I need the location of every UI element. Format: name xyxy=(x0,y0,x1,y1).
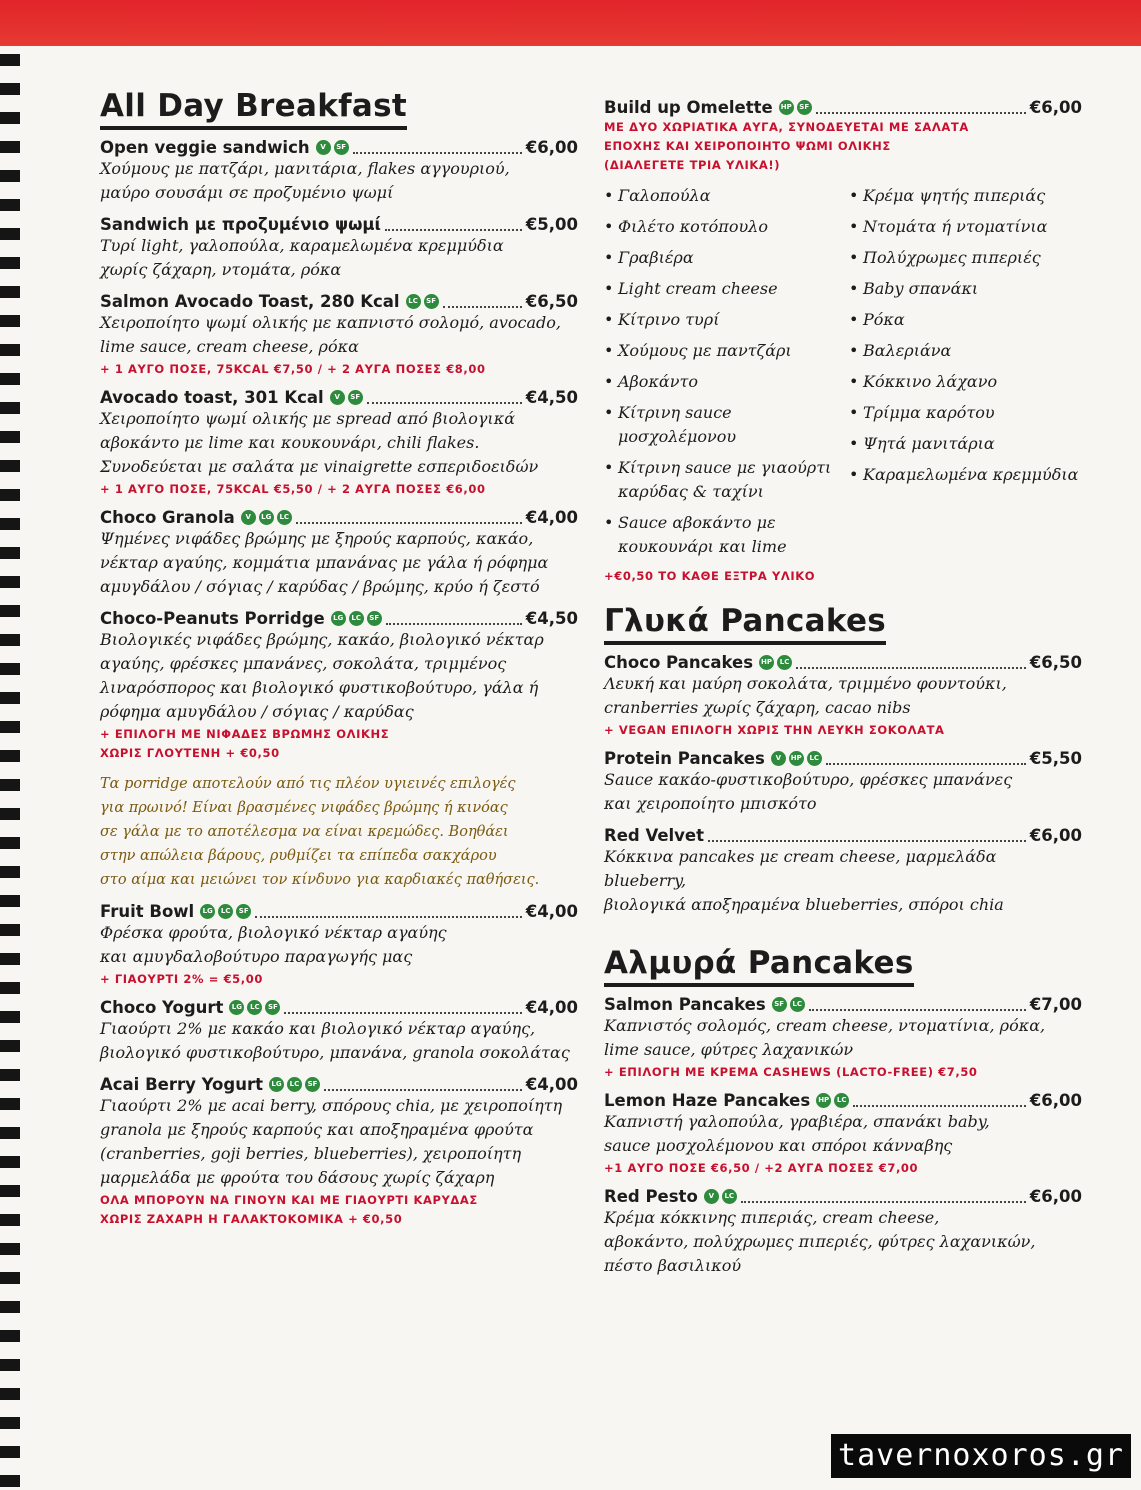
menu-item-description-line: αμυγδάλου / σόγιας / καρύδας / βρώμης, κρύο ή ζεστό xyxy=(100,577,540,596)
menu-item-name: Salmon Avocado Toast, 280 Kcal xyxy=(100,292,400,311)
menu-item-header xyxy=(100,902,578,921)
menu-item-header xyxy=(100,215,578,234)
menu-item-price: €6,00 xyxy=(525,138,578,157)
menu-item-description-line: αγαύης, φρέσκες μπανάνες, σοκολάτα, τριμμένος xyxy=(100,654,507,673)
dietary-badges xyxy=(406,294,439,309)
dietary-badge-icon: LC xyxy=(790,997,805,1012)
menu-item-price: €5,50 xyxy=(1029,749,1082,768)
menu-item-header xyxy=(100,609,578,628)
dietary-badge-icon: HP xyxy=(779,100,794,115)
menu-item-header xyxy=(604,653,1082,672)
menu-item-extra-option: ΧΩΡΙΣ ΓΛΟΥΤΕΝΗ + €0,50 xyxy=(100,746,280,760)
section-title-sweet-pancakes: Γλυκά Pancakes xyxy=(604,603,886,645)
dot-leader xyxy=(826,753,1026,765)
menu-item-description-line: βιολογικό φυστικοβούτυρο, μπανάνα, granola σοκολάτας xyxy=(100,1043,570,1062)
menu-item xyxy=(100,292,578,378)
menu-item-header xyxy=(604,749,1082,768)
dietary-badges xyxy=(816,1093,849,1108)
dietary-badge-icon: V xyxy=(330,390,345,405)
sweet-pancake-items xyxy=(604,653,1082,917)
menu-item-name: Acai Berry Yogurt xyxy=(100,1075,263,1094)
dietary-badge-icon: LG xyxy=(259,510,274,525)
left-column xyxy=(100,88,578,1238)
dietary-badge-icon: LC xyxy=(834,1093,849,1108)
menu-item-description-line: και χειροποίητο μπισκότο xyxy=(604,794,817,813)
menu-item-description-line: χωρίς ζάχαρη, ντομάτα, ρόκα xyxy=(100,260,342,279)
ingredient-item: • Καραμελωμένα κρεμμύδια xyxy=(849,463,1082,487)
note-line: για πρωινό! Είναι βρασμένες νιφάδες βρώμης ή κινόας xyxy=(100,800,508,816)
dot-leader xyxy=(708,830,1026,842)
menu-item-name: Salmon Pancakes xyxy=(604,995,766,1014)
ingredient-item: • Χούμους με παντζάρι xyxy=(604,339,849,363)
menu-item-description-line: ρόφημα αμυγδάλου / σόγιας / καρύδας xyxy=(100,702,414,721)
dietary-badges xyxy=(316,140,349,155)
dietary-badge-icon: HP xyxy=(759,655,774,670)
ingredient-item: • Κίτρινο τυρί xyxy=(604,308,849,332)
dot-leader xyxy=(284,1002,521,1014)
menu-item-price: €6,00 xyxy=(1029,98,1082,117)
ingredients-right-list xyxy=(849,184,1082,566)
dietary-badge-icon: SF xyxy=(772,997,787,1012)
menu-item-description-line: Χειροποίητο ψωμί ολικής με spread από βιολογικά xyxy=(100,409,515,428)
menu-item-description-line: Sauce κακάο-φυστικοβούτυρο, φρέσκες μπανάνες xyxy=(604,770,1013,789)
menu-item-header xyxy=(100,138,578,157)
ingredient-item: • Πολύχρωμες πιπεριές xyxy=(849,246,1082,270)
menu-item-header xyxy=(100,388,578,407)
note-line: Τα porridge αποτελούν από τις πλέον υγιεινές επιλογές xyxy=(100,776,516,792)
menu-item-extra-option: ΧΩΡΙΣ ΖΑΧΑΡΗ Η ΓΑΛΑΚΤΟΚΟΜΙΚΑ + €0,50 xyxy=(100,1212,403,1226)
menu-item-description-line: λιναρόσπορος και βιολογικό φυστικοβούτυρο, γάλα ή xyxy=(100,678,539,697)
dietary-badges xyxy=(269,1077,320,1092)
menu-item xyxy=(604,98,1082,174)
menu-item-extra-option: ΕΠΟΧΗΣ ΚΑΙ ΧΕΙΡΟΠΟΙΗΤΟ ΨΩΜΙ ΟΛΙΚΗΣ xyxy=(604,139,891,153)
note-line: στην απώλεια βάρους, ρυθμίζει τα επίπεδα σακχάρου xyxy=(100,848,497,864)
dietary-badge-icon: LC xyxy=(287,1077,302,1092)
menu-item-extra-option: + ΓΙΑΟΥΡΤΙ 2% = €5,00 xyxy=(100,972,263,986)
dietary-badge-icon: LG xyxy=(331,611,346,626)
menu-item-name: Red Velvet xyxy=(604,826,704,845)
dietary-badge-icon: LC xyxy=(406,294,421,309)
dietary-badge-icon: V xyxy=(241,510,256,525)
dot-leader xyxy=(796,657,1026,669)
ingredient-item: • Light cream cheese xyxy=(604,277,849,301)
menu-item-name: Choco-Peanuts Porridge xyxy=(100,609,325,628)
ingredient-item: • Κίτρινη sauce με γιαούρτι καρύδας & ταχίνι xyxy=(604,456,849,504)
dot-leader xyxy=(324,1079,522,1091)
dot-leader xyxy=(741,1191,1026,1203)
menu-item-name: Avocado toast, 301 Kcal xyxy=(100,388,324,407)
menu-item-description-line: Φρέσκα φρούτα, βιολογικό νέκταρ αγαύης xyxy=(100,923,447,942)
dietary-badge-icon: V xyxy=(704,1189,719,1204)
menu-item-description-line: lime sauce, cream cheese, ρόκα xyxy=(100,337,359,356)
menu-item xyxy=(100,388,578,498)
menu-item xyxy=(604,995,1082,1081)
menu-item-name: Red Pesto xyxy=(604,1187,698,1206)
dot-leader xyxy=(353,142,522,154)
menu-item-extra-option: (ΔΙΑΛΕΓΕΤΕ ΤΡΙΑ ΥΛΙΚΑ!) xyxy=(604,158,781,172)
menu-item-description-line: Καπνιστή γαλοπούλα, γραβιέρα, σπανάκι baby, xyxy=(604,1112,990,1131)
menu-item-description-line: Συνοδεύεται με σαλάτα με vinaigrette εσπεριδοειδών xyxy=(100,457,539,476)
menu-item-price: €4,00 xyxy=(525,508,578,527)
dietary-badges xyxy=(241,510,292,525)
dietary-badge-icon: V xyxy=(771,751,786,766)
menu-item-price: €4,00 xyxy=(525,1075,578,1094)
dietary-badge-icon: LG xyxy=(200,904,215,919)
menu-item-extra-option: + VEGAN ΕΠΙΛΟΓΗ ΧΩΡΙΣ ΤΗΝ ΛΕΥΚΗ ΣΟΚΟΛΑΤΑ xyxy=(604,723,945,737)
dot-leader xyxy=(296,512,522,524)
menu-item-description-line: αβοκάντο με lime και κουκουνάρι, chili flakes. xyxy=(100,433,480,452)
menu-item-name: Choco Granola xyxy=(100,508,235,527)
menu-item-name: Lemon Haze Pancakes xyxy=(604,1091,811,1110)
menu-item-description-line: αβοκάντο, πολύχρωμες πιπεριές, φύτρες λαχανικών, xyxy=(604,1232,1036,1251)
dietary-badge-icon: LG xyxy=(229,1000,244,1015)
menu-item-description-line: Κόκκινα pancakes με cream cheese, μαρμελάδα blueberry, xyxy=(604,847,997,890)
dietary-badges xyxy=(704,1189,737,1204)
menu-item-description-line: Χειροποίητο ψωμί ολικής με καπνιστό σολομό, avocado, xyxy=(100,313,561,332)
spiral-binding xyxy=(0,46,26,1490)
menu-item-header xyxy=(604,826,1082,845)
ingredient-item: • Sauce αβοκάντο με κουκουνάρι και lime xyxy=(604,511,849,559)
menu-item xyxy=(100,1075,578,1228)
dietary-badge-icon: SF xyxy=(367,611,382,626)
ingredient-item: • Γαλοπούλα xyxy=(604,184,849,208)
dot-leader xyxy=(443,296,522,308)
menu-item-name: Fruit Bowl xyxy=(100,902,195,921)
dietary-badge-icon: SF xyxy=(236,904,251,919)
menu-item-description-line: lime sauce, φύτρες λαχανικών xyxy=(604,1040,854,1059)
menu-item-name: Protein Pancakes xyxy=(604,749,765,768)
menu-item xyxy=(604,826,1082,917)
menu-item-name: Choco Yogurt xyxy=(100,998,224,1017)
menu-item-name: Sandwich με προζυμένιο ψωμί xyxy=(100,215,381,234)
menu-item xyxy=(100,998,578,1065)
menu-item-description-line: Ψημένες νιφάδες βρώμης με ξηρούς καρπούς, κακάο, xyxy=(100,529,534,548)
menu-item-description-line: sauce μοσχολέμονου και σπόροι κάνναβης xyxy=(604,1136,953,1155)
menu-item xyxy=(604,1187,1082,1278)
menu-item-extra-option: + ΕΠΙΛΟΓΗ ΜΕ ΚΡΕΜΑ CASHEWS (LACTO-FREE) €7,50 xyxy=(604,1065,978,1079)
menu-item-description-line: Κρέμα κόκκινης πιπεριάς, cream cheese, xyxy=(604,1208,940,1227)
dietary-badges xyxy=(229,1000,280,1015)
dietary-badges xyxy=(331,611,382,626)
menu-item-description-line: (cranberries, goji berries, blueberries), χειροποίητη xyxy=(100,1144,522,1163)
dietary-badges xyxy=(779,100,812,115)
menu-item-price: €6,00 xyxy=(1029,826,1082,845)
note-line: σε γάλα με το αποτέλεσμα να είναι κρεμώδες. Βοηθάει xyxy=(100,824,509,840)
dietary-badge-icon: LC xyxy=(218,904,233,919)
ingredient-item: • Φιλέτο κοτόπουλο xyxy=(604,215,849,239)
dietary-badges xyxy=(330,390,363,405)
dot-leader xyxy=(255,906,522,918)
dietary-badge-icon: SF xyxy=(424,294,439,309)
menu-item-price: €6,00 xyxy=(1029,1091,1082,1110)
menu-item-extra-option: + ΕΠΙΛΟΓΗ ΜΕ ΝΙΦΑΔΕΣ ΒΡΩΜΗΣ ΟΛΙΚΗΣ xyxy=(100,727,390,741)
note-line: στο αίμα και μειώνει τον κίνδυνο για καρδιακές παθήσεις. xyxy=(100,872,540,888)
menu-item xyxy=(100,215,578,282)
ingredient-item: • Baby σπανάκι xyxy=(849,277,1082,301)
menu-item xyxy=(604,749,1082,816)
menu-item-description-line: Βιολογικές νιφάδες βρώμης, κακάο, βιολογικό νέκταρ xyxy=(100,630,544,649)
menu-item-price: €4,50 xyxy=(525,609,578,628)
menu-item xyxy=(100,902,578,988)
dietary-badge-icon: LC xyxy=(247,1000,262,1015)
menu-item xyxy=(100,508,578,599)
menu-item-price: €6,00 xyxy=(1029,1187,1082,1206)
dietary-badge-icon: HP xyxy=(816,1093,831,1108)
breakfast-items xyxy=(100,138,578,762)
ingredient-item: • Γραβιέρα xyxy=(604,246,849,270)
ingredient-item: • Κρέμα ψητής πιπεριάς xyxy=(849,184,1082,208)
dietary-badge-icon: HP xyxy=(789,751,804,766)
dietary-badges xyxy=(759,655,792,670)
dietary-badge-icon: LC xyxy=(807,751,822,766)
dietary-badge-icon: SF xyxy=(334,140,349,155)
menu-item xyxy=(604,1091,1082,1177)
ingredient-item: • Ρόκα xyxy=(849,308,1082,332)
dietary-badge-icon: SF xyxy=(348,390,363,405)
watermark: tavernoxoros.gr xyxy=(831,1434,1131,1478)
dietary-badges xyxy=(200,904,251,919)
menu-item-header xyxy=(604,98,1082,117)
menu-item-description-line: νέκταρ αγαύης, κομμάτια μπανάνας με γάλα ή ρόφημα xyxy=(100,553,549,572)
dot-leader xyxy=(809,999,1026,1011)
menu-item-header xyxy=(100,508,578,527)
menu-item-extra-option: ΟΛΑ ΜΠΟΡΟΥΝ ΝΑ ΓΙΝΟΥΝ ΚΑΙ ΜΕ ΓΙΑΟΥΡΤΙ ΚΑΡΥΔΑΣ xyxy=(100,1193,478,1207)
menu-item-price: €6,50 xyxy=(1029,653,1082,672)
menu-item-header xyxy=(604,1091,1082,1110)
dot-leader xyxy=(853,1095,1026,1107)
ingredients-left-list xyxy=(604,184,849,566)
porridge-note xyxy=(100,772,578,892)
menu-item xyxy=(100,609,578,762)
menu-item-price: €4,50 xyxy=(525,388,578,407)
menu-item-price: €7,00 xyxy=(1029,995,1082,1014)
dietary-badge-icon: SF xyxy=(265,1000,280,1015)
menu-item-omelette xyxy=(604,98,1082,174)
dietary-badge-icon: LC xyxy=(722,1189,737,1204)
ingredient-item: • Τρίμμα καρότου xyxy=(849,401,1082,425)
menu-item-description-line: Λευκή και μαύρη σοκολάτα, τριμμένο φουντούκι, xyxy=(604,674,1007,693)
section-title-savory-pancakes: Αλμυρά Pancakes xyxy=(604,945,914,987)
menu-item-description-line: μαύρο σουσάμι σε προζυμένιο ψωμί xyxy=(100,183,394,202)
menu-item-extra-option: ΜΕ ΔΥΟ ΧΩΡΙΑΤΙΚΑ ΑΥΓΑ, ΣΥΝΟΔΕΥΕΤΑΙ ΜΕ ΣΑΛΑΤΑ xyxy=(604,120,969,134)
menu-item-price: €6,50 xyxy=(525,292,578,311)
dietary-badge-icon: LC xyxy=(777,655,792,670)
menu-item-header xyxy=(100,998,578,1017)
ingredient-item: • Κίτρινη sauce μοσχολέμονου xyxy=(604,401,849,449)
menu-item-description-line: και αμυγδαλοβούτυρο παραγωγής μας xyxy=(100,947,413,966)
menu-item-description-line: granola με ξηρούς καρπούς και αποξηραμένα φρούτα xyxy=(100,1120,534,1139)
omelette-ingredients xyxy=(604,184,1082,566)
menu-item-description-line: βιολογικά αποξηραμένα blueberries, σπόροι chia xyxy=(604,895,1004,914)
dietary-badge-icon: LC xyxy=(349,611,364,626)
dot-leader xyxy=(385,219,522,231)
menu-item-header xyxy=(604,995,1082,1014)
menu-item-description-line: Γιαούρτι 2% με κακάο και βιολογικό νέκταρ αγαύης, xyxy=(100,1019,536,1038)
menu-item-name: Build up Omelette xyxy=(604,98,773,117)
ingredient-item: • Ντομάτα ή ντοματίνια xyxy=(849,215,1082,239)
dot-leader xyxy=(816,102,1026,114)
menu-item-price: €5,00 xyxy=(525,215,578,234)
menu-item-name: Choco Pancakes xyxy=(604,653,754,672)
menu-item-description-line: μαρμελάδα με φρούτα του δάσους χωρίς ζάχαρη xyxy=(100,1168,495,1187)
menu-item-name: Open veggie sandwich xyxy=(100,138,310,157)
menu-item-description-line: πέστο βασιλικού xyxy=(604,1256,742,1275)
menu-item-description-line: Χούμους με πατζάρι, μανιτάρια, flakes αγγουριού, xyxy=(100,159,510,178)
menu-item-header xyxy=(604,1187,1082,1206)
dietary-badge-icon: SF xyxy=(305,1077,320,1092)
dietary-badges xyxy=(772,997,805,1012)
extra-ingredient-note: +€0,50 ΤΟ ΚΑΘΕ ΕΞΤΡΑ ΥΛΙΚΟ xyxy=(604,569,816,583)
ingredient-item: • Βαλεριάνα xyxy=(849,339,1082,363)
section-title-all-day-breakfast: All Day Breakfast xyxy=(100,88,407,130)
dot-leader xyxy=(367,392,522,404)
dietary-badge-icon: LC xyxy=(277,510,292,525)
menu-item xyxy=(100,138,578,205)
dietary-badge-icon: LG xyxy=(269,1077,284,1092)
savory-pancake-items xyxy=(604,995,1082,1278)
menu-item-header xyxy=(100,1075,578,1094)
right-column xyxy=(604,98,1082,1288)
menu-item-description-line: Γιαούρτι 2% με acai berry, σπόρους chia, με χειροποίητη xyxy=(100,1096,563,1115)
menu-item-price: €4,00 xyxy=(525,902,578,921)
menu-item-description-line: Τυρί light, γαλοπούλα, καραμελωμένα κρεμμύδια xyxy=(100,236,504,255)
menu-item-extra-option: + 1 ΑΥΓΟ ΠΟΣΕ, 75KCAL €7,50 / + 2 ΑΥΓΑ ΠΟΣΕΣ €8,00 xyxy=(100,362,486,376)
red-header-band xyxy=(0,0,1141,46)
dot-leader xyxy=(386,613,522,625)
menu-item-extra-option: +1 ΑΥΓΟ ΠΟΣΕ €6,50 / +2 ΑΥΓΑ ΠΟΣΕΣ €7,00 xyxy=(604,1161,919,1175)
ingredient-item: • Αβοκάντο xyxy=(604,370,849,394)
ingredient-item: • Κόκκινο λάχανο xyxy=(849,370,1082,394)
dietary-badge-icon: SF xyxy=(797,100,812,115)
dietary-badge-icon: V xyxy=(316,140,331,155)
menu-item-description-line: cranberries χωρίς ζάχαρη, cacao nibs xyxy=(604,698,911,717)
menu-item xyxy=(604,653,1082,739)
menu-item-price: €4,00 xyxy=(525,998,578,1017)
dietary-badges xyxy=(771,751,822,766)
menu-item-header xyxy=(100,292,578,311)
breakfast-items-2 xyxy=(100,902,578,1228)
menu-item-extra-option: + 1 ΑΥΓΟ ΠΟΣΕ, 75KCAL €5,50 / + 2 ΑΥΓΑ ΠΟΣΕΣ €6,00 xyxy=(100,482,486,496)
ingredient-item: • Ψητά μανιτάρια xyxy=(849,432,1082,456)
menu-item-description-line: Καπνιστός σολομός, cream cheese, ντοματίνια, ρόκα, xyxy=(604,1016,1046,1035)
